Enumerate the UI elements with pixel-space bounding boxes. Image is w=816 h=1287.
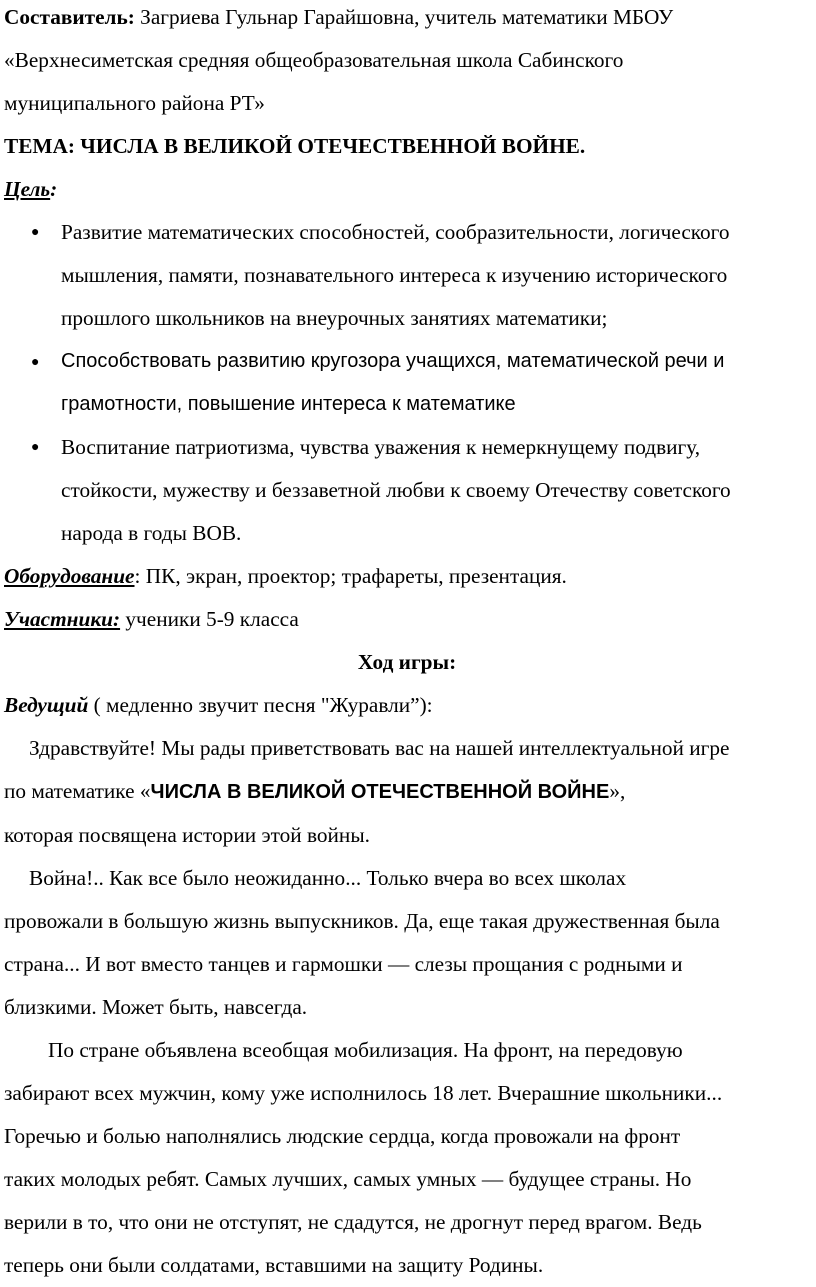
- bullet-icon: ●: [31, 440, 40, 455]
- bullet-icon: ●: [31, 225, 40, 240]
- author-line-1: [4, 0, 810, 39]
- greeting-line-1: Здравствуйте! Мы рады приветствовать вас на нашей интеллектуальной игре: [29, 736, 730, 760]
- author-block: [4, 0, 810, 125]
- game-heading: [4, 641, 810, 684]
- greeting-title: ЧИСЛА В ВЕЛИКОЙ ОТЕЧЕСТВЕННОЙ ВОЙНЕ: [150, 781, 610, 803]
- goal-line: стойкости, мужеству и беззаветной любви к своему Отечеству советского: [61, 478, 731, 502]
- mobilization-line: таких молодых ребят. Самых лучших, самых умных — будущее страны. Но: [4, 1167, 692, 1191]
- greeting-pre: по математике «: [4, 779, 151, 803]
- topic-heading: [4, 125, 810, 168]
- author-label: Составитель:: [4, 5, 135, 29]
- goal-line: Развитие математических способностей, сообразительности, логического: [61, 220, 730, 244]
- host-label: Ведущий: [4, 693, 89, 717]
- greeting-line-3: которая посвящена истории этой войны.: [4, 823, 370, 847]
- mobilization-paragraph: [4, 1029, 810, 1287]
- mobilization-line: теперь они были солдатами, вставшими на защиту Родины.: [4, 1253, 544, 1277]
- goal-heading: [4, 168, 810, 211]
- greeting-line-2: [4, 770, 810, 814]
- author-line-3: муниципального района РТ»: [4, 91, 265, 115]
- author-text-1: Загриева Гульнар Гарайшовна, учитель математики МБОУ: [134, 5, 674, 29]
- war-paragraph: [4, 857, 810, 1029]
- mobilization-line: Горечью и болью наполнялись людские сердца, когда провожали на фронт: [4, 1124, 681, 1148]
- mobilization-line: верили в то, что они не отступят, не сдадутся, не дрогнут перед врагом. Ведь: [4, 1210, 702, 1234]
- participants-line: [4, 598, 810, 641]
- equipment-label: Оборудование: [4, 564, 135, 588]
- goal-line: Способствовать развитию кругозора учащихся, математической речи и: [61, 350, 725, 372]
- war-line: страна... И вот вместо танцев и гармошки — слезы прощания с родными и: [4, 952, 683, 976]
- goal-line: народа в годы ВОВ.: [61, 521, 242, 545]
- goal-line: прошлого школьников на внеурочных занятиях математики;: [61, 306, 608, 330]
- goal-item: [4, 340, 810, 426]
- goals-list: [4, 211, 810, 555]
- goal-line: мышления, памяти, познавательного интереса к изучению исторического: [61, 263, 728, 287]
- war-line: провожали в большую жизнь выпускников. Да, еще такая дружественная была: [4, 909, 720, 933]
- participants-text: ученики 5-9 класса: [120, 607, 299, 631]
- participants-label: Участники:: [4, 607, 121, 631]
- topic-text: ТЕМА: ЧИСЛА В ВЕЛИКОЙ ОТЕЧЕСТВЕННОЙ ВОЙНЕ.: [4, 134, 586, 158]
- greeting-paragraph: [4, 727, 810, 857]
- bullet-icon: ●: [31, 353, 40, 369]
- goal-colon: :: [50, 177, 58, 201]
- mobilization-line: забирают всех мужчин, кому уже исполнилось 18 лет. Вчерашние школьники...: [4, 1081, 723, 1105]
- goal-item: [4, 426, 810, 555]
- mobilization-line: По стране объявлена всеобщая мобилизация. На фронт, на передовую: [48, 1038, 683, 1062]
- greeting-post: »,: [609, 779, 626, 803]
- equipment-line: [4, 555, 810, 598]
- host-line: [4, 684, 810, 727]
- host-text: ( медленно звучит песня "Журавли”):: [88, 693, 433, 717]
- war-line: Война!.. Как все было неожиданно... Только вчера во всех школах: [29, 866, 627, 890]
- war-line: близкими. Может быть, навсегда.: [4, 995, 308, 1019]
- author-line-2: «Верхнесиметская средняя общеобразовательная школа Сабинского: [4, 48, 624, 72]
- goal-line: грамотности, повышение интереса к математике: [61, 393, 516, 415]
- goal-line: Воспитание патриотизма, чувства уважения к немеркнущему подвигу,: [61, 435, 701, 459]
- goal-label: Цель: [4, 177, 51, 201]
- goal-item: [4, 211, 810, 340]
- game-heading-text: Ход игры:: [357, 650, 457, 674]
- equipment-text: : ПК, экран, проектор; трафареты, презентация.: [134, 564, 567, 588]
